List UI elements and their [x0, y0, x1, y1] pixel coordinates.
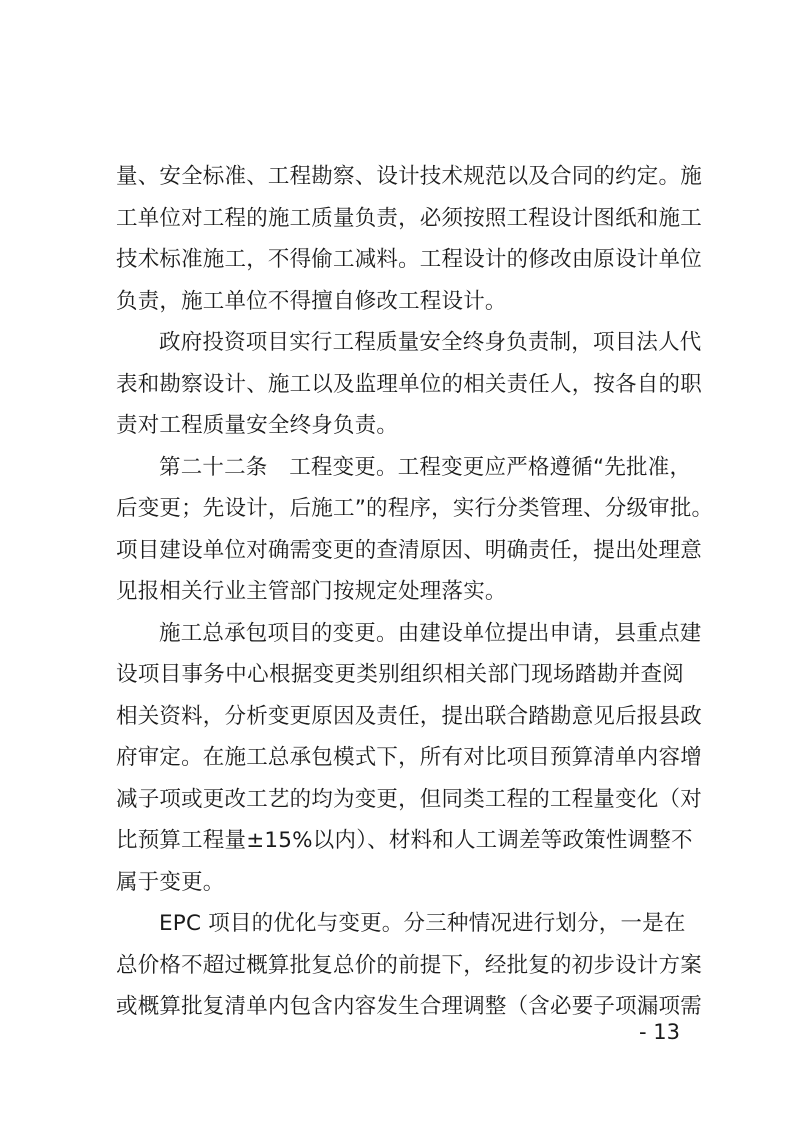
- text-line: 比预算工程量±15%以内）、材料和人工调差等政策性调整不: [116, 828, 693, 853]
- text-line: 负责，施工单位不得擅自修改工程设计。: [116, 288, 507, 314]
- paragraph: [116, 447, 714, 613]
- text-line: EPC 项目的优化与变更。分三种情况进行划分，一是在: [159, 911, 686, 936]
- text-line: 设项目事务中心根据变更类别组织相关部门现场踏勘并查阅: [116, 662, 684, 687]
- paragraph: [116, 322, 702, 447]
- text-line: 相关资料，分析变更原因及责任，提出联合踏勘意见后报县政: [116, 703, 702, 729]
- paragraph: [116, 613, 702, 904]
- text-line: 项目建设单位对确需变更的查清原因、明确责任，提出处理意: [116, 537, 702, 563]
- text-line: 技术标准施工，不得偷工减料。工程设计的修改由原设计单位: [116, 247, 702, 272]
- text-line: 量、安全标准、工程勘察、设计技术规范以及合同的约定。施: [116, 164, 702, 189]
- text-line: 属于变更。: [116, 869, 225, 895]
- text-line: 施工总承包项目的变更。由建设单位提出申请，县重点建: [159, 620, 702, 646]
- text-line: 府审定。在施工总承包模式下，所有对比项目预算清单内容增: [116, 745, 702, 770]
- text-line: 总价格不超过概算批复总价的前提下，经批复的初步设计方案: [116, 952, 702, 978]
- text-line: 工单位对工程的施工质量负责，必须按照工程设计图纸和施工: [116, 205, 702, 231]
- paragraph: [116, 903, 702, 1028]
- text-line: 责对工程质量安全终身负责。: [116, 413, 399, 438]
- page-number: - 13: [639, 1020, 680, 1044]
- text-line: 表和勘察设计、施工以及监理单位的相关责任人，按各自的职: [116, 371, 702, 397]
- body-text: [116, 156, 714, 1028]
- text-line: 减子项或更改工艺的均为变更，但同类工程的工程量变化（对: [116, 786, 702, 812]
- text-line: 后变更；先设计，后施工”的程序，实行分类管理、分级审批。: [116, 496, 714, 521]
- text-line: 政府投资项目实行工程质量安全终身负责制，项目法人代: [159, 330, 702, 355]
- text-line: 第二十二条 工程变更。工程变更应严格遵循“先批准，: [159, 454, 692, 480]
- text-line: 或概算批复清单内包含内容发生合理调整（含必要子项漏项需: [116, 994, 702, 1019]
- text-line: 见报相关行业主管部门按规定处理落实。: [116, 579, 507, 604]
- paragraph: [116, 156, 702, 322]
